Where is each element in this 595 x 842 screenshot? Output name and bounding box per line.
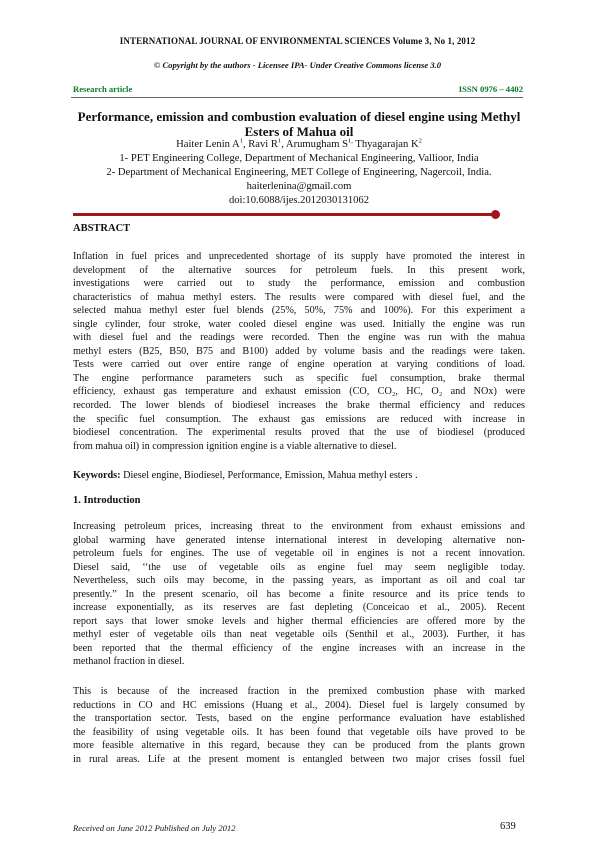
intro-line: Nevertheless, such oils may become, in the passing years, as important as oil and coal tar — [73, 575, 525, 587]
intro-line: methyl ester of vegetable oils than neat vegetable oils (Senthil et al., 2003). Further, it has — [73, 629, 525, 641]
abstract-body — [73, 250, 525, 453]
author-4: Thyagarajan K — [352, 139, 419, 150]
abstract-line: with diesel fuel and the readings were recorded. Then the engine was run with the mahua — [73, 332, 525, 344]
author-2: , Ravi R — [242, 139, 278, 150]
intro-line: Diesel said, ‘‘the use of vegetable oils as engine fuel may seem negligible today. — [73, 561, 525, 573]
affiliation-2: 2- Department of Mechanical Engineering, MET College of Engineering, Nagercoil, India. — [106, 167, 492, 178]
abstract-line: selected mahua methyl ester fuel blends (25%, 50%, 75% and 100%). For this experiment a — [73, 305, 525, 317]
intro-line: in rural areas. Life at the present moment is entangled between two major crises fossil fuel — [73, 753, 525, 765]
author-1: Haiter Lenin A — [176, 139, 240, 150]
abstract-line: efficiency, exhaust gas temperature and exhaust emission (CO, CO₂, HC, O₂ and NOx) were — [73, 386, 525, 398]
intro-line: more feasible alternative in this regard, because they can be produced from the plants grown — [73, 740, 525, 752]
intro-line: This is because of the increased fraction in the premixed combustion phase with marked — [73, 686, 525, 697]
abstract-line: the specific fuel consumption. The exhaust gas emissions are reduced with increase in — [73, 413, 525, 425]
abstract-line: development of the alternative sources for petroleum fuels. In this present work, — [73, 264, 525, 276]
author-4-affil: 2 — [418, 137, 422, 145]
decorative-rule-dot — [491, 210, 500, 219]
copyright-notice: © Copyright by the authors - Licensee IPA- Under Creative Commons license 3.0 — [153, 60, 442, 70]
author-2-affil: 1 — [277, 137, 282, 145]
abstract-line: from mahua oil) in compression ignition engine is a viable alternative to diesel. — [73, 440, 397, 452]
introduction-paragraph-1 — [73, 520, 525, 669]
article-type: Research article — [73, 84, 133, 94]
publication-dates: Received on June 2012 Published on July 2012 — [73, 823, 236, 833]
issn: ISSN 0976 – 4402 — [458, 84, 523, 94]
abstract-line: Inflation in fuel prices and unprecedented shortage of its supply have promoted the interest in — [73, 251, 525, 262]
header-divider — [71, 97, 523, 98]
intro-line: the feasibility of using vegetable oils. It has been found that vegetable oils have proved to be — [73, 726, 525, 738]
intro-line: increase exponentially, as its reserves are fast depleting (Conceicao et al., 2005). Recent — [73, 602, 525, 614]
abstract-heading: ABSTRACT — [73, 223, 131, 234]
paper-title: Performance, emission and combustion evaluation of diesel engine using Methyl Esters of Mahua oil — [77, 109, 521, 139]
author-3-affil: 1, — [348, 137, 353, 145]
intro-line: petroleum fuels for engines. The use of vegetable oil in engines is not a recent innovation. — [73, 548, 525, 560]
intro-line: been reported that the thermal efficiency of the engine increases with an increase in the — [73, 642, 525, 654]
intro-line: report says that lower smoke levels and higher thermal efficiencies are offered more by the — [73, 615, 525, 627]
keywords — [73, 470, 418, 481]
abstract-line: recorded. The lower blends of biodiesel increases the brake thermal efficiency and reduces — [73, 400, 525, 412]
keywords-label: Keywords: — [73, 470, 121, 481]
abstract-line: investigations were carried out to study the performance, emission and combustion — [73, 278, 525, 290]
page-number: 639 — [500, 821, 516, 832]
introduction-paragraph-2 — [73, 685, 525, 766]
intro-line: reductions in CO and HC emissions (Huang et al., 2004). Diesel fuel is largely consumed by — [73, 699, 525, 711]
abstract-line: single cylinder, four stroke, water cooled diesel engine was used. Initially the engine was run — [73, 318, 525, 330]
introduction-heading: 1. Introduction — [73, 495, 141, 506]
abstract-line: The engine performance parameters such as specific fuel consumption, brake thermal — [73, 372, 525, 384]
author-email[interactable]: haiterlenina@gmail.com — [246, 181, 352, 192]
author-3: , Arumugham S — [281, 139, 349, 150]
intro-line: the transportation sector. Tests, based on the engine performance evaluation have established — [73, 713, 525, 725]
author-list — [73, 139, 525, 150]
abstract-line: characteristics of mahua methyl esters. The results were compared with diesel fuel, and the — [73, 291, 525, 303]
decorative-rule — [73, 213, 495, 216]
keywords-text: Diesel engine, Biodiesel, Performance, Emission, Mahua methyl esters . — [120, 470, 418, 481]
author-1-affil: 1 — [239, 137, 243, 145]
abstract-line: biodiesel concentration. The experimental results proved that the use of biodiesel (produced — [73, 427, 525, 439]
intro-line: global warming have generated intense international interest in developing alternative non- — [73, 534, 525, 546]
journal-title: INTERNATIONAL JOURNAL OF ENVIRONMENTAL SCIENCES Volume 3, No 1, 2012 — [119, 36, 476, 46]
abstract-line: methyl esters (B25, B50, B75 and B100) added by volume basis and the readings were taken. — [73, 345, 525, 357]
intro-line: Increasing petroleum prices, increasing threat to the environment from exhaust emissions and — [73, 521, 525, 532]
abstract-line: Tests were carried out over entire range of engine operation at varying conditions of load. — [73, 359, 525, 371]
doi[interactable]: doi:10.6088/ijes.2012030131062 — [228, 195, 370, 206]
affiliation-1: 1- PET Engineering College, Department of Mechanical Engineering, Vallioor, India — [119, 153, 479, 164]
intro-line: presently.” In the present scenario, oil has become a finite resource and its price tends to — [73, 588, 525, 600]
intro-line: methanol fraction in diesel. — [73, 656, 185, 668]
